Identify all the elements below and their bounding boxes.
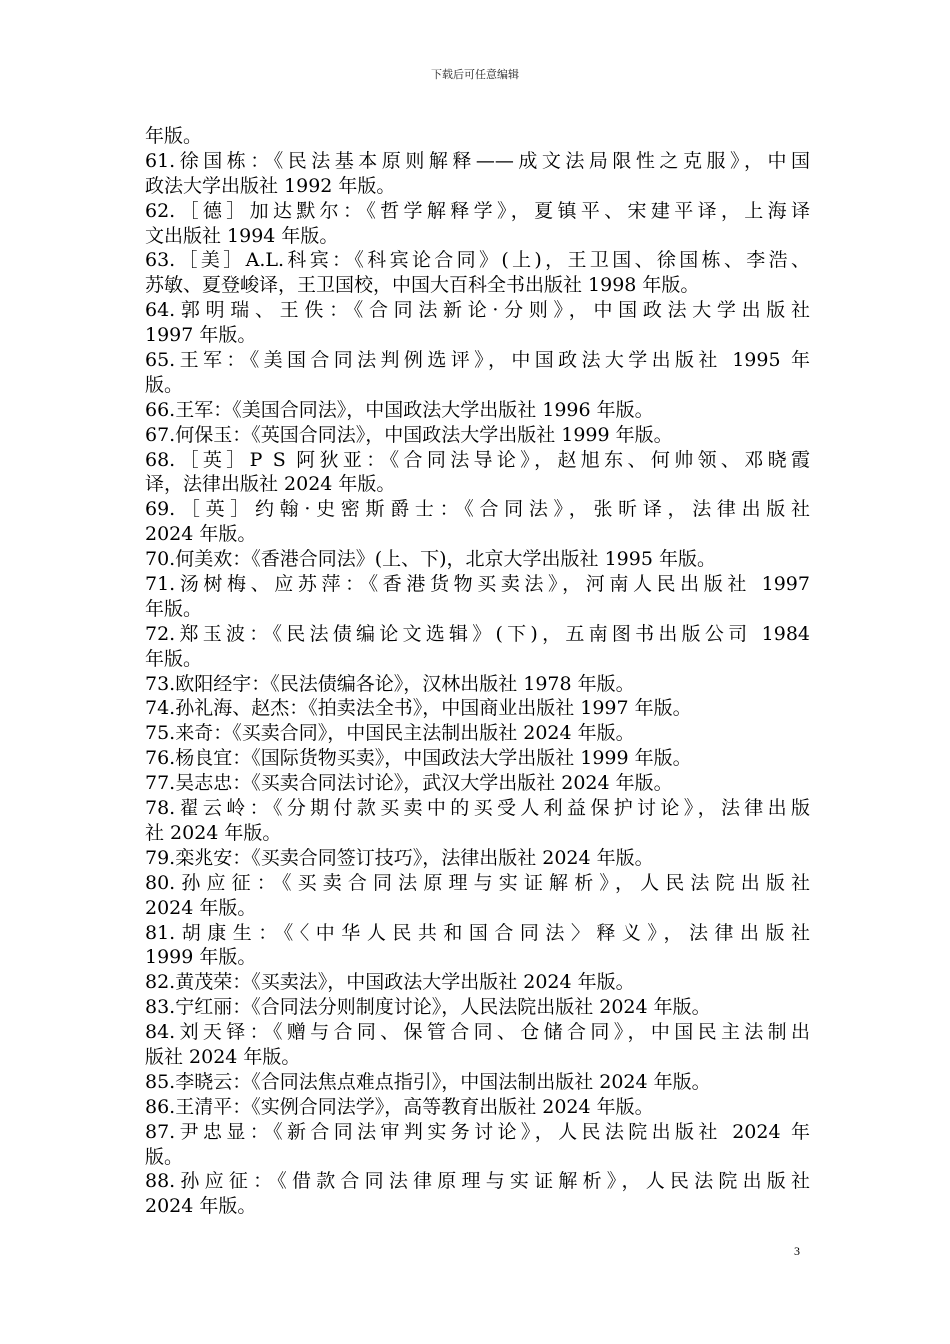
reference-line: 1997 年版。 — [145, 324, 257, 347]
reference-line: 文出版社 1994 年版。 — [145, 224, 339, 247]
reference-line: 2024 年版。 — [145, 1195, 257, 1218]
reference-line: 77.吴志忠：《买卖合同法讨论》，武汉大学出版社 2024 年版。 — [145, 772, 673, 795]
reference-line: 73.欧阳经宇：《民法债编各论》，汉林出版社 1978 年版。 — [145, 672, 635, 695]
reference-line: 社 2024 年版。 — [145, 821, 282, 844]
reference-line: 82.黄茂荣：《买卖法》，中国政法大学出版社 2024 年版。 — [145, 971, 635, 994]
reference-line: 62.［德］加达默尔：《哲学解释学》，夏镇平、宋建平译，上海译 — [145, 199, 810, 222]
reference-line: 64.郭明瑞、王佚：《合同法新论·分则》，中国政法大学出版社 — [145, 299, 810, 322]
reference-line: 版。 — [145, 1145, 184, 1168]
reference-line: 86.王清平：《实例合同法学》，高等教育出版社 2024 年版。 — [145, 1095, 654, 1118]
reference-line: 83.宁红丽：《合同法分则制度讨论》，人民法院出版社 2024 年版。 — [145, 996, 711, 1019]
reference-line: 63.［美］A.L.科宾：《科宾论合同》(上)，王卫国、徐国栋、李浩、 — [145, 249, 810, 272]
reference-line: 74.孙礼海、赵杰：《拍卖法全书》，中国商业出版社 1997 年版。 — [145, 697, 692, 720]
reference-line: 85.李晓云：《合同法焦点难点指引》，中国法制出版社 2024 年版。 — [145, 1070, 711, 1093]
page-number: 3 — [794, 1244, 800, 1258]
reference-line: 80.孙应征：《买卖合同法原理与实证解析》，人民法院出版社 — [145, 871, 810, 894]
reference-line: 70.何美欢：《香港合同法》(上、下)，北京大学出版社 1995 年版。 — [145, 548, 716, 571]
reference-line: 2024 年版。 — [145, 896, 257, 919]
reference-line: 65.王军：《美国合同法判例选评》，中国政法大学出版社 1995 年 — [145, 349, 810, 372]
reference-line: 年版。 — [145, 125, 203, 147]
page-header: 下载后可任意编辑 — [431, 68, 519, 81]
reference-line: 87.尹忠显：《新合同法审判实务讨论》，人民法院出版社 2024 年 — [145, 1120, 810, 1143]
reference-line: 61.徐国栋：《民法基本原则解释——成文法局限性之克服》，中国 — [145, 149, 810, 172]
reference-line: 79.栾兆安：《买卖合同签订技巧》，法律出版社 2024 年版。 — [145, 846, 654, 869]
reference-line: 苏敏、夏登峻译，王卫国校，中国大百科全书出版社 1998 年版。 — [145, 274, 700, 297]
reference-line: 88.孙应征：《借款合同法律原理与实证解析》，人民法院出版社 — [145, 1170, 810, 1193]
reference-line: 年版。 — [145, 597, 203, 620]
reference-line: 版社 2024 年版。 — [145, 1045, 301, 1068]
reference-line: 1999 年版。 — [145, 946, 257, 969]
reference-line: 72.郑玉波：《民法债编论文选辑》(下)，五南图书出版公司 1984 — [145, 622, 810, 645]
reference-line: 译，法律出版社 2024 年版。 — [145, 473, 396, 496]
reference-line: 68.［英］P S 阿狄亚：《合同法导论》，赵旭东、何帅领、邓晓霞 — [145, 448, 810, 471]
reference-line: 政法大学出版社 1992 年版。 — [145, 174, 396, 197]
reference-line: 81.胡康生：《〈中华人民共和国合同法〉释义》，法律出版社 — [145, 921, 810, 944]
reference-line: 年版。 — [145, 647, 203, 670]
reference-line: 75.来奇：《买卖合同》，中国民主法制出版社 2024 年版。 — [145, 722, 635, 745]
reference-line: 71.汤树梅、应苏萍：《香港货物买卖法》，河南人民出版社 1997 — [145, 573, 810, 596]
reference-line: 78.翟云岭：《分期付款买卖中的买受人利益保护讨论》，法律出版 — [145, 797, 810, 820]
reference-line: 69.［英］约翰·史密斯爵士：《合同法》，张昕译，法律出版社 — [145, 498, 810, 521]
reference-line: 版。 — [145, 373, 184, 396]
reference-list — [145, 124, 810, 1219]
reference-line: 76.杨良宜：《国际货物买卖》，中国政法大学出版社 1999 年版。 — [145, 747, 692, 770]
reference-line: 67.何保玉：《英国合同法》，中国政法大学出版社 1999 年版。 — [145, 423, 673, 446]
reference-line: 66.王军：《美国合同法》，中国政法大学出版社 1996 年版。 — [145, 398, 654, 421]
reference-line: 84.刘天铎：《赠与合同、保管合同、仓储合同》，中国民主法制出 — [145, 1021, 810, 1044]
reference-line: 2024 年版。 — [145, 523, 257, 546]
